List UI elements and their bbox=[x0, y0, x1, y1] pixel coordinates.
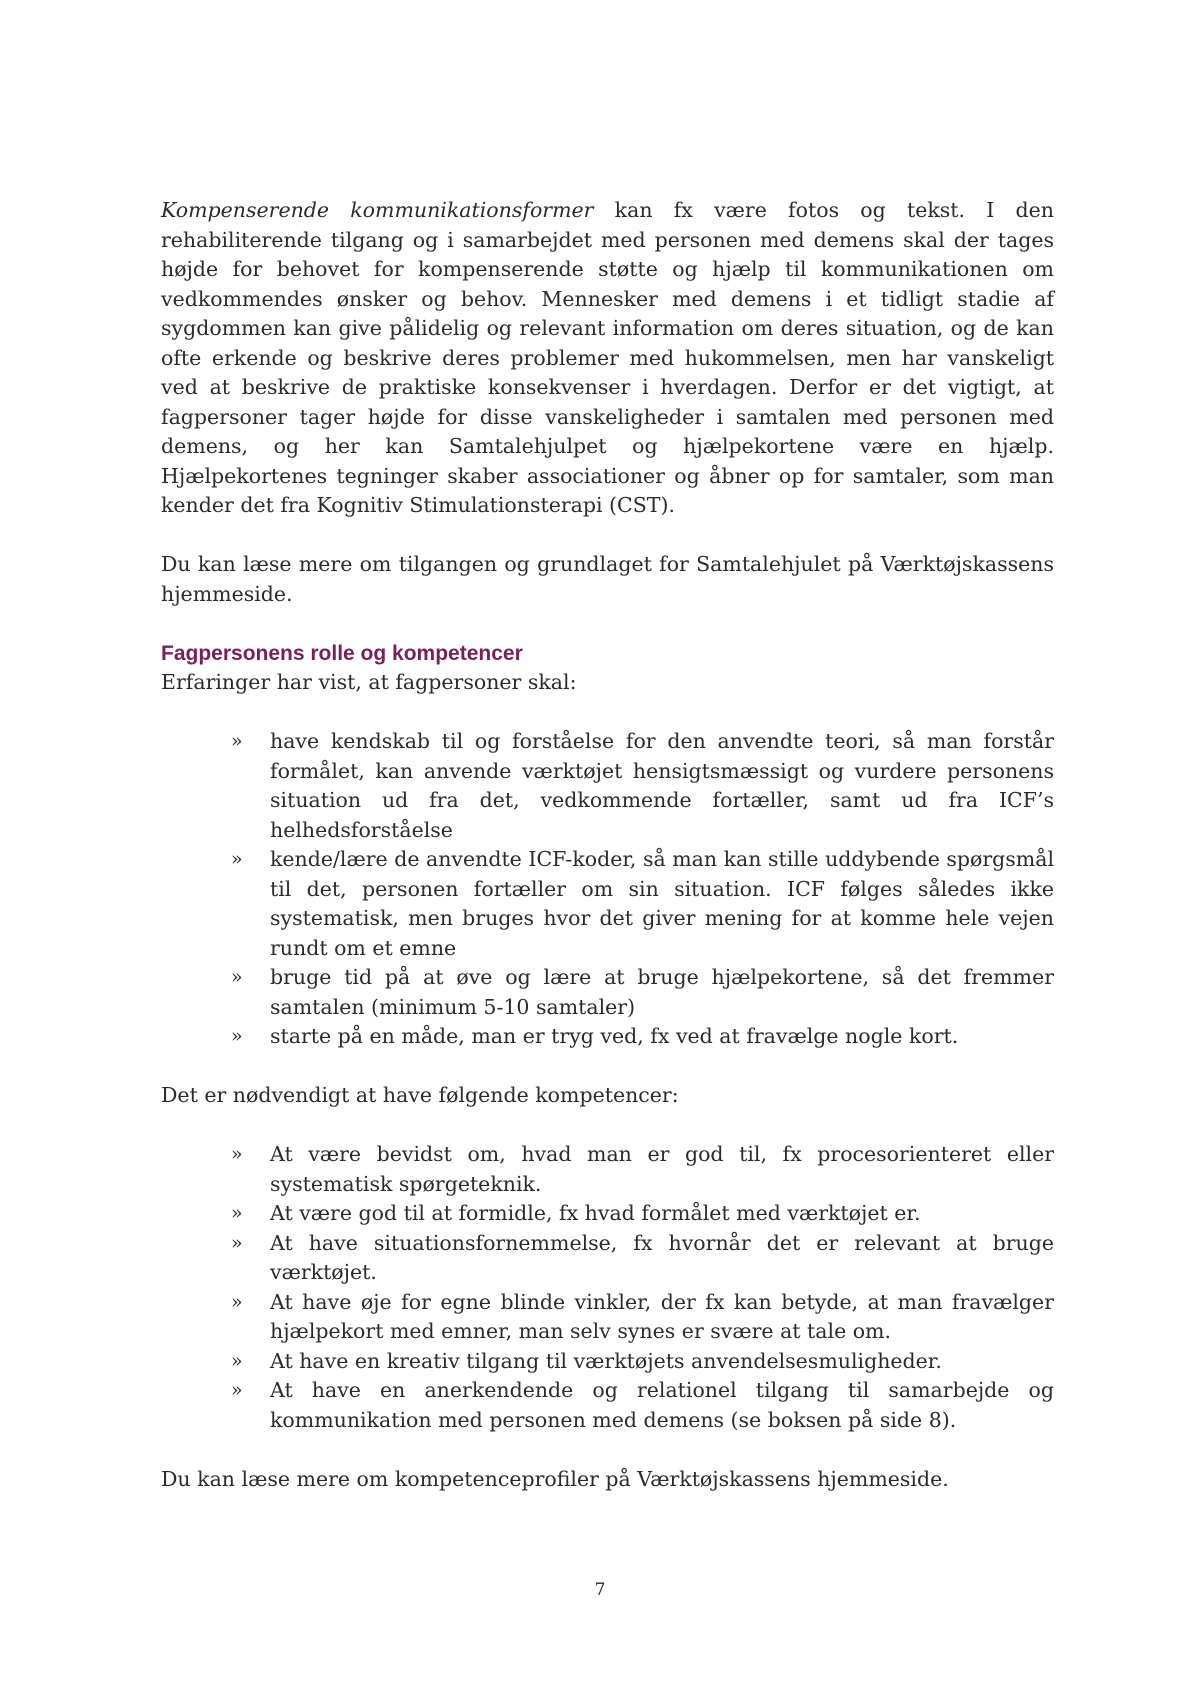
section-heading: Fagpersonens rolle og kompetencer bbox=[161, 641, 523, 665]
list-item: » At have situationsfornemmelse, fx hvornår det er relevant at bruge værktøjet. bbox=[231, 1230, 1054, 1284]
bullet-icon: » bbox=[231, 1025, 243, 1047]
paragraph-spacer bbox=[161, 1052, 1054, 1082]
bullet-icon: » bbox=[231, 1231, 243, 1254]
paragraph-spacer bbox=[161, 1111, 1054, 1141]
bullet-icon: » bbox=[231, 1379, 243, 1401]
bullet-icon: » bbox=[231, 1290, 243, 1313]
bullet-icon: » bbox=[231, 730, 243, 752]
bullet-icon: » bbox=[231, 848, 243, 870]
read-more-paragraph-1: Du kan læse mere om tilgangen og grundlaget for Samtalehjulet på Værktøjskassens hjemmeside. bbox=[161, 552, 1054, 606]
section-lead: Erfaringer har vist, at fagpersoner skal: bbox=[161, 670, 577, 694]
intro-italic-lead: Kompenserende kommunikationsformer bbox=[161, 198, 594, 222]
page-number: 7 bbox=[594, 1580, 606, 1600]
paragraph-spacer bbox=[161, 1435, 1054, 1465]
bullet-icon: » bbox=[231, 1349, 243, 1372]
page-content bbox=[161, 196, 1054, 1494]
list-item: » At have en anerkendende og relationel tilgang til samarbejde og kommunikation med personen med demens (se boksen på side 8). bbox=[231, 1378, 1054, 1432]
bullet-icon: » bbox=[231, 966, 243, 988]
list-item: » At have en kreativ tilgang til værktøjets anvendelsesmuligheder. bbox=[270, 1347, 1054, 1377]
paragraph-spacer bbox=[161, 698, 1054, 728]
list-item: » starte på en måde, man er tryg ved, fx ved at fravælge nogle kort. bbox=[270, 1022, 1054, 1052]
paragraph-spacer bbox=[161, 521, 1054, 551]
paragraph-spacer bbox=[161, 609, 1054, 639]
list-item: » kende/lære de anvendte ICF-koder, så man kan stille uddybende spørgsmål til det, personen fortæller om sin situation. ICF følges således ikke systematisk, men bruges hvor det giver mening for at komme hele vejen rundt om et emne bbox=[231, 847, 1054, 960]
list-item: » have kendskab til og forståelse for den anvendte teori, så man forstår formålet, kan anvende værktøjet hensigtsmæssigt og vurdere personens situation ud fra det, vedkommende fortæller, samt ud fra ICF’s helhedsforståelse bbox=[231, 729, 1054, 842]
competence-lead: Det er nødvendigt at have følgende kompetencer: bbox=[161, 1083, 679, 1107]
bullet-icon: » bbox=[231, 1202, 243, 1224]
bullet-icon: » bbox=[231, 1143, 243, 1165]
role-list bbox=[161, 727, 1054, 1052]
list-item: » At være god til at formidle, fx hvad formålet med værktøjet er. bbox=[270, 1199, 1054, 1229]
competence-list bbox=[161, 1140, 1054, 1435]
list-item: » At have øje for egne blinde vinkler, der fx kan betyde, at man fravælger hjælpekort med emner, man selv synes er svære at tale om. bbox=[231, 1289, 1054, 1343]
read-more-paragraph-2: Du kan læse mere om kompetenceprofiler på Værktøjskassens hjemmeside. bbox=[161, 1466, 949, 1491]
intro-paragraph bbox=[161, 196, 1054, 521]
list-item: » At være bevidst om, hvad man er god til, fx procesorienteret eller systematisk spørgeteknik. bbox=[231, 1142, 1054, 1196]
intro-text: kan fx være fotos og tekst. I den rehabiliterende tilgang og i samarbejdet med personen med demens skal der tages højde for behovet for kompenserende støtte og hjælp til kommunikationen om vedkommendes ønsker og behov. Mennesker med demens i et tidligt stadie af sygdommen kan give pålidelig og relevant information om deres situation, og de kan ofte erkende og beskrive deres problemer med hukommelsen, men har vanskeligt ved at beskrive de praktiske konsekvenser i hverdagen. Derfor er det vigtigt, at fagpersoner tager højde for disse vanskeligheder i samtalen med personen med demens, og her kan Samtalehjulpet og hjælpekortene være en hjælp. Hjælpekortenes tegninger skaber associationer og åbner op for samtaler, som man kender det fra Kognitiv Stimulationsterapi (CST). bbox=[161, 198, 1054, 517]
list-item: » bruge tid på at øve og lære at bruge hjælpekortene, så det fremmer samtalen (minimum 5-10 samtaler) bbox=[231, 965, 1054, 1019]
